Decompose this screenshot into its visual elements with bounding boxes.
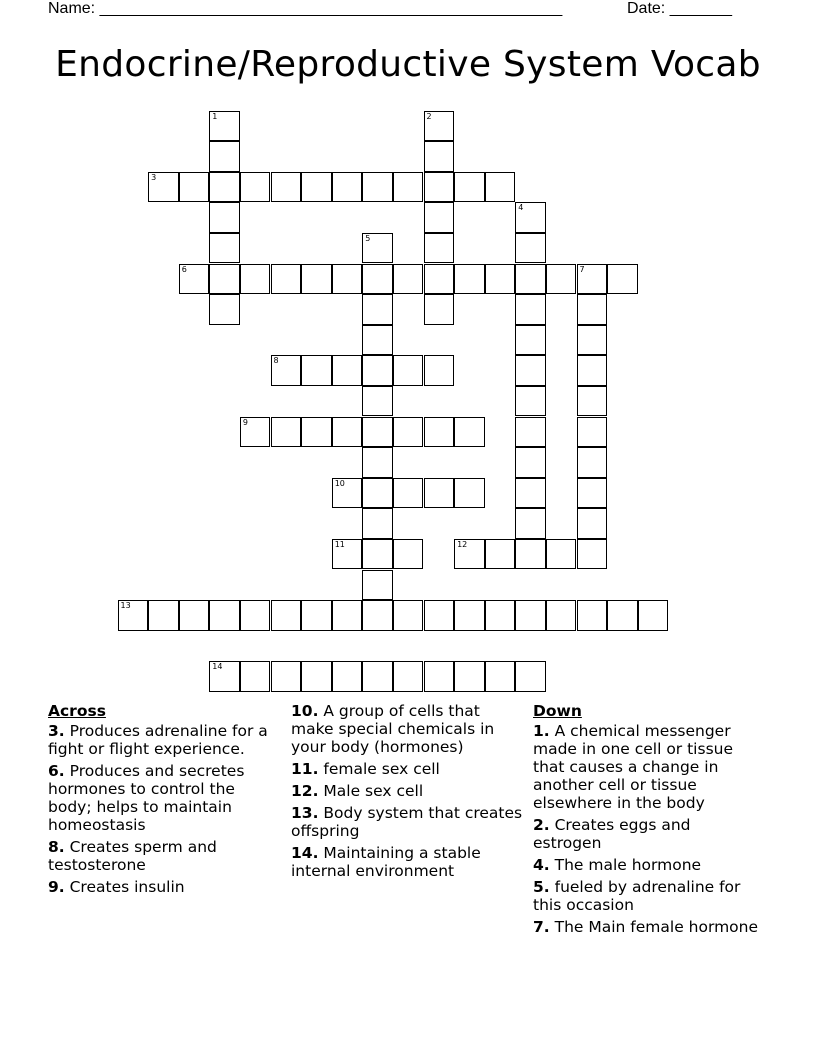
crossword-cell[interactable] (485, 172, 516, 203)
crossword-cell[interactable] (332, 478, 363, 509)
clue-number: 8. (48, 838, 65, 856)
crossword-cell[interactable] (118, 600, 149, 631)
crossword-cell[interactable] (515, 202, 546, 233)
across-heading: Across (48, 702, 106, 720)
clue-number: 2. (533, 816, 550, 834)
across-clues-column-1 (48, 702, 273, 900)
clue-number: 11. (291, 760, 319, 778)
crossword-cell[interactable] (362, 539, 393, 570)
crossword-cell[interactable] (209, 111, 240, 142)
crossword-cell[interactable] (577, 386, 608, 417)
clue-text: female sex cell (318, 760, 440, 778)
crossword-cell[interactable] (515, 417, 546, 448)
crossword-cell[interactable] (424, 202, 455, 233)
crossword-cell[interactable] (515, 325, 546, 356)
clue-down-7 (533, 918, 763, 936)
crossword-cell[interactable] (362, 600, 393, 631)
crossword-cell[interactable] (393, 355, 424, 386)
clue-number: 14. (291, 844, 319, 862)
clue-text: fueled by adrenaline for this occasion (533, 878, 741, 914)
crossword-cell[interactable] (607, 600, 638, 631)
clue-text: Produces and secretes hormones to control the body; helps to maintain homeostasis (48, 762, 245, 834)
crossword-cell[interactable] (515, 478, 546, 509)
crossword-cell[interactable] (332, 417, 363, 448)
clue-number: 4. (533, 856, 550, 874)
clue-down-2 (533, 816, 763, 852)
crossword-cell[interactable] (393, 600, 424, 631)
crossword-cell[interactable] (546, 539, 577, 570)
crossword-cell[interactable] (577, 508, 608, 539)
crossword-cell[interactable] (240, 172, 271, 203)
crossword-cell[interactable] (424, 294, 455, 325)
crossword-cell[interactable] (577, 417, 608, 448)
crossword-cell[interactable] (332, 661, 363, 692)
crossword-cell[interactable] (240, 600, 271, 631)
crossword-cell[interactable] (240, 264, 271, 295)
crossword-cell[interactable] (332, 539, 363, 570)
clue-across-13 (291, 804, 523, 840)
cell-number: 5 (365, 233, 371, 243)
crossword-cell[interactable] (209, 141, 240, 172)
crossword-cell[interactable] (515, 508, 546, 539)
crossword-cell[interactable] (515, 233, 546, 264)
crossword-cell[interactable] (362, 570, 393, 601)
crossword-cell[interactable] (332, 172, 363, 203)
cell-number: 8 (273, 356, 279, 366)
crossword-cell[interactable] (179, 600, 210, 631)
crossword-cell[interactable] (393, 172, 424, 203)
crossword-cell[interactable] (332, 600, 363, 631)
clue-number: 1. (533, 722, 550, 740)
crossword-cell[interactable] (362, 661, 393, 692)
cell-number: 3 (151, 172, 157, 182)
crossword-cell[interactable] (454, 600, 485, 631)
down-heading: Down (533, 702, 582, 720)
crossword-cell[interactable] (362, 447, 393, 478)
crossword-cell[interactable] (577, 325, 608, 356)
clue-number: 10. (291, 702, 319, 720)
crossword-cell[interactable] (393, 417, 424, 448)
crossword-cell[interactable] (209, 264, 240, 295)
clue-across-6 (48, 762, 273, 834)
clue-number: 6. (48, 762, 65, 780)
cell-number: 1 (212, 111, 218, 121)
clue-across-10 (291, 702, 523, 756)
clue-number: 5. (533, 878, 550, 896)
crossword-cell[interactable] (240, 661, 271, 692)
crossword-cell[interactable] (271, 661, 302, 692)
crossword-cell[interactable] (301, 417, 332, 448)
clue-across-14 (291, 844, 523, 880)
crossword-cell[interactable] (271, 172, 302, 203)
clue-across-3 (48, 722, 273, 758)
crossword-cell[interactable] (454, 661, 485, 692)
crossword-cell[interactable] (148, 600, 179, 631)
crossword-cell[interactable] (301, 355, 332, 386)
crossword-cell[interactable] (577, 539, 608, 570)
crossword-cell[interactable] (577, 264, 608, 295)
crossword-cell[interactable] (485, 539, 516, 570)
crossword-cell[interactable] (393, 478, 424, 509)
crossword-cell[interactable] (362, 294, 393, 325)
crossword-cell[interactable] (209, 294, 240, 325)
crossword-cell[interactable] (271, 417, 302, 448)
crossword-cell[interactable] (424, 355, 455, 386)
crossword-cell[interactable] (362, 478, 393, 509)
crossword-cell[interactable] (638, 600, 669, 631)
crossword-cell[interactable] (209, 600, 240, 631)
crossword-cell[interactable] (577, 447, 608, 478)
clue-text: A chemical messenger made in one cell or tissue that causes a change in another cell or tissue elsewhere in the body (533, 722, 734, 812)
crossword-cell[interactable] (301, 264, 332, 295)
crossword-cell[interactable] (424, 172, 455, 203)
crossword-cell[interactable] (362, 233, 393, 264)
cell-number: 4 (518, 203, 524, 213)
crossword-cell[interactable] (424, 264, 455, 295)
clue-text: Creates insulin (64, 878, 185, 896)
crossword-cell[interactable] (271, 355, 302, 386)
crossword-cell[interactable] (515, 661, 546, 692)
clue-number: 9. (48, 878, 65, 896)
cell-number: 9 (242, 417, 248, 427)
cell-number: 13 (120, 601, 131, 611)
clue-number: 7. (533, 918, 550, 936)
crossword-cell[interactable] (271, 600, 302, 631)
crossword-cell[interactable] (209, 202, 240, 233)
crossword-cell[interactable] (454, 417, 485, 448)
crossword-cell[interactable] (515, 447, 546, 478)
crossword-cell[interactable] (515, 386, 546, 417)
crossword-cell[interactable] (362, 508, 393, 539)
crossword-cell[interactable] (515, 355, 546, 386)
clue-across-11 (291, 760, 523, 778)
clue-text: Creates eggs and estrogen (533, 816, 691, 852)
cell-number: 7 (579, 264, 585, 274)
crossword-cell[interactable] (454, 539, 485, 570)
crossword-cell[interactable] (485, 264, 516, 295)
crossword-cell[interactable] (424, 661, 455, 692)
clue-text: Maintaining a stable internal environment (291, 844, 481, 880)
clue-number: 12. (291, 782, 319, 800)
cell-number: 2 (426, 111, 432, 121)
crossword-cell[interactable] (424, 111, 455, 142)
clue-number: 3. (48, 722, 65, 740)
clue-across-8 (48, 838, 273, 874)
clue-text: Body system that creates offspring (291, 804, 523, 840)
crossword-cell[interactable] (454, 172, 485, 203)
crossword-cell[interactable] (209, 172, 240, 203)
crossword-cell[interactable] (209, 233, 240, 264)
crossword-cell[interactable] (577, 600, 608, 631)
crossword-cell[interactable] (209, 661, 240, 692)
clue-text: The Main female hormone (549, 918, 759, 936)
crossword-cell[interactable] (607, 264, 638, 295)
crossword-cell[interactable] (424, 141, 455, 172)
crossword-cell[interactable] (424, 478, 455, 509)
clue-down-4 (533, 856, 763, 874)
crossword-cell[interactable] (393, 661, 424, 692)
crossword-cell[interactable] (179, 264, 210, 295)
crossword-cell[interactable] (301, 172, 332, 203)
clue-text: A group of cells that make special chemicals in your body (hormones) (291, 702, 495, 756)
crossword-cell[interactable] (301, 661, 332, 692)
crossword-cell[interactable] (393, 539, 424, 570)
crossword-cell[interactable] (424, 417, 455, 448)
crossword-cell[interactable] (424, 600, 455, 631)
crossword-cell[interactable] (301, 600, 332, 631)
clue-across-9 (48, 878, 273, 896)
crossword-cell[interactable] (454, 478, 485, 509)
cell-number: 11 (334, 539, 345, 549)
crossword-cell[interactable] (577, 355, 608, 386)
page-title: Endocrine/Reproductive System Vocab (55, 44, 761, 85)
clue-number: 13. (291, 804, 319, 822)
crossword-cell[interactable] (577, 294, 608, 325)
clue-text: Male sex cell (318, 782, 424, 800)
crossword-cell[interactable] (240, 417, 271, 448)
cell-number: 6 (181, 264, 187, 274)
clue-text: Produces adrenaline for a fight or flight experience. (48, 722, 268, 758)
crossword-cell[interactable] (577, 478, 608, 509)
crossword-cell[interactable] (362, 172, 393, 203)
clue-text: The male hormone (549, 856, 702, 874)
crossword-cell[interactable] (393, 264, 424, 295)
crossword-cell[interactable] (515, 539, 546, 570)
crossword-cell[interactable] (362, 417, 393, 448)
cell-number: 10 (334, 478, 345, 488)
name-field-label: Name: ____________________________________________________ (48, 0, 563, 17)
crossword-cell[interactable] (546, 264, 577, 295)
crossword-cell[interactable] (148, 172, 179, 203)
crossword-cell[interactable] (271, 264, 302, 295)
crossword-cell[interactable] (362, 264, 393, 295)
crossword-cell[interactable] (362, 325, 393, 356)
crossword-cell[interactable] (515, 294, 546, 325)
crossword-cell[interactable] (485, 600, 516, 631)
crossword-cell[interactable] (515, 264, 546, 295)
clue-down-1 (533, 722, 763, 812)
crossword-cell[interactable] (515, 600, 546, 631)
crossword-cell[interactable] (424, 233, 455, 264)
date-field-label: Date: _______ (627, 0, 732, 17)
crossword-cell[interactable] (362, 386, 393, 417)
crossword-cell[interactable] (454, 264, 485, 295)
crossword-cell[interactable] (485, 661, 516, 692)
cell-number: 12 (457, 539, 468, 549)
down-clues-column (533, 702, 763, 940)
clue-down-5 (533, 878, 763, 914)
crossword-cell[interactable] (332, 355, 363, 386)
cell-number: 14 (212, 662, 223, 672)
crossword-cell[interactable] (362, 355, 393, 386)
crossword-cell[interactable] (179, 172, 210, 203)
clue-text: Creates sperm and testosterone (48, 838, 217, 874)
crossword-cell[interactable] (546, 600, 577, 631)
clue-across-12 (291, 782, 523, 800)
crossword-cell[interactable] (332, 264, 363, 295)
across-clues-column-2 (291, 702, 523, 884)
